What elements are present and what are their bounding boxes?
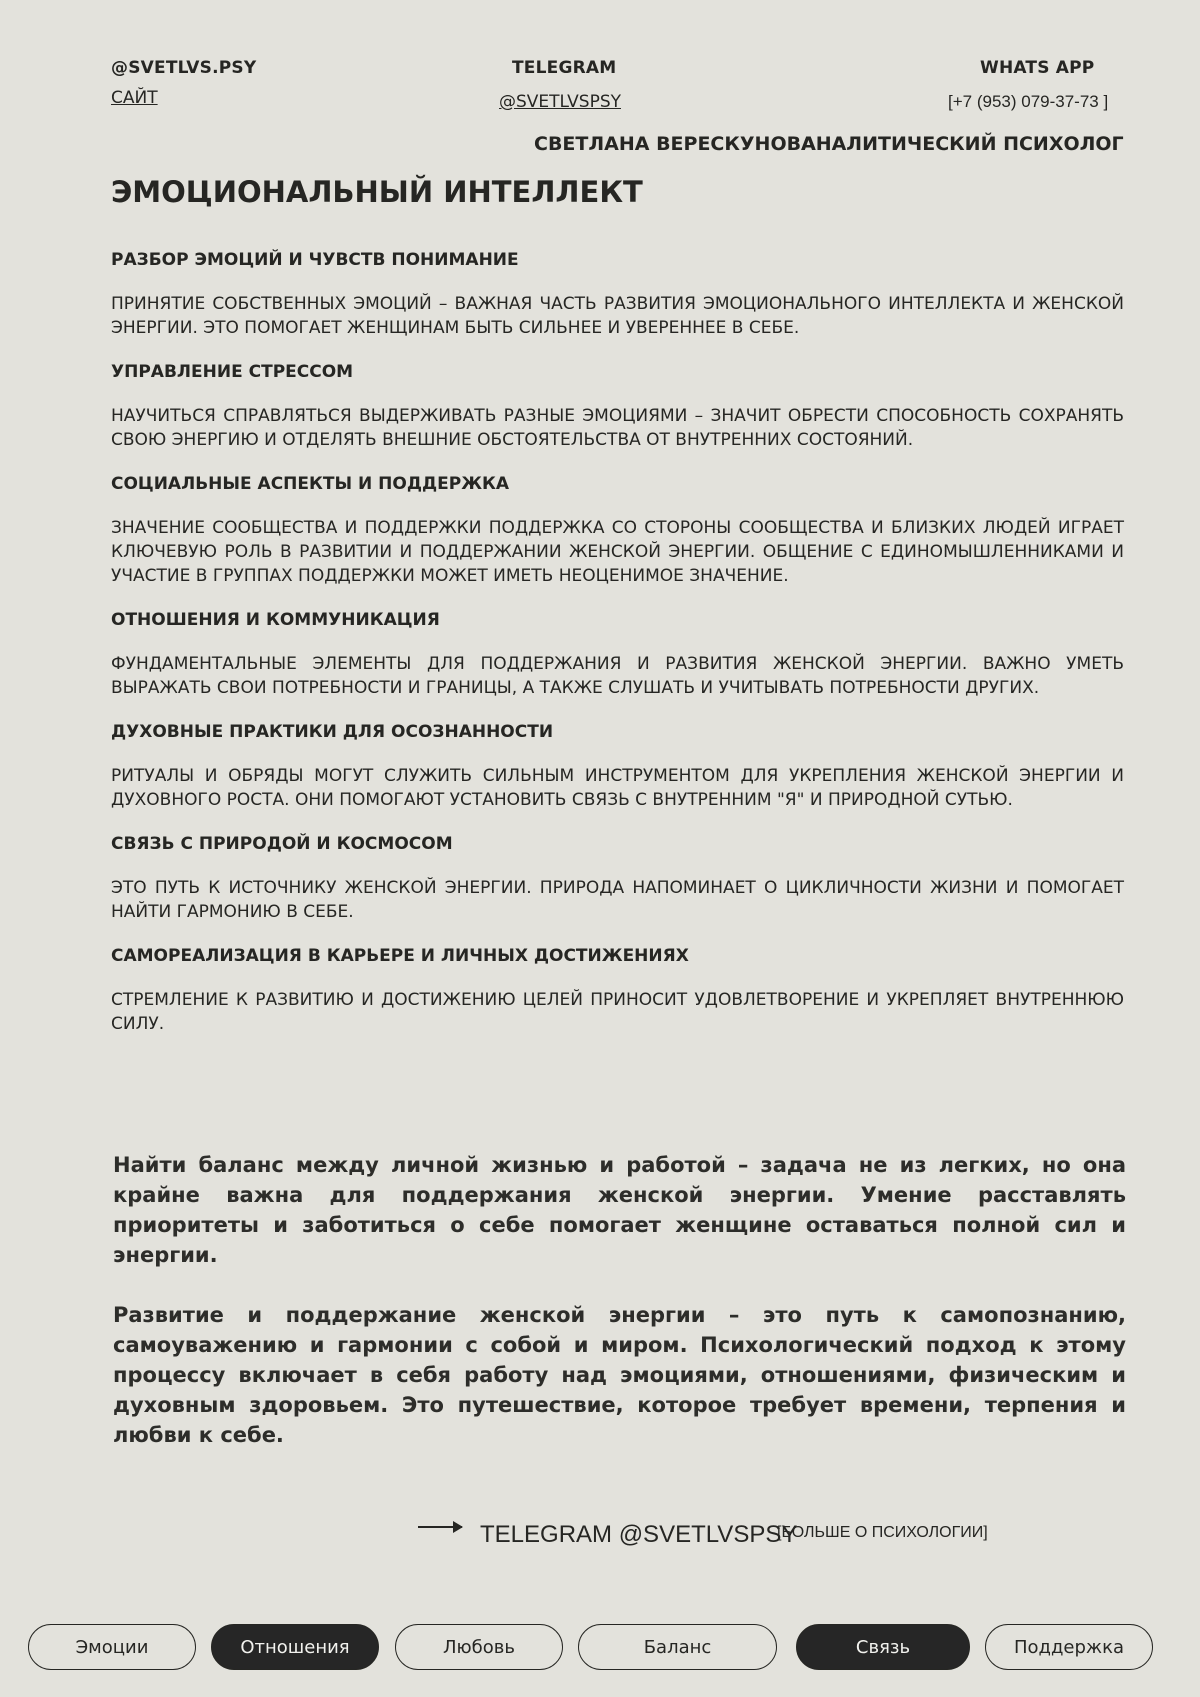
section-heading: ДУХОВНЫЕ ПРАКТИКИ ДЛЯ ОСОЗНАННОСТИ (111, 722, 554, 742)
section-text: ФУНДАМЕНТАЛЬНЫЕ ЭЛЕМЕНТЫ ДЛЯ ПОДДЕРЖАНИЯ И РАЗВИТИЯ ЖЕНСКОЙ ЭНЕРГИИ. ВАЖНО УМЕТЬ ВЫРАЖАТЬ СВОИ ПОТРЕБНОСТИ И ГРАНИЦЫ, А ТАКЖЕ СЛУШАТЬ И УЧИТЫВАТЬ ПОТРЕБНОСТИ ДРУГИХ. (111, 654, 1124, 698)
site-link[interactable]: САЙТ (111, 88, 158, 108)
section-social (111, 474, 1124, 588)
section-career (111, 946, 1124, 1036)
section-text: НАУЧИТЬСЯ СПРАВЛЯТЬСЯ ВЫДЕРЖИВАТЬ РАЗНЫЕ ЭМОЦИЯМИ – ЗНАЧИТ ОБРЕСТИ СПОСОБНОСТЬ СОХРАНЯТЬ СВОЮ ЭНЕРГИЮ И ОТДЕЛЯТЬ ВНЕШНИЕ ОБСТОЯТЕЛЬСТВА ОТ ВНУТРЕННИХ СОСТОЯНИЙ. (111, 406, 1124, 450)
tag-love[interactable]: Любовь (395, 1624, 563, 1670)
page-title: ЭМОЦИОНАЛЬНЫЙ ИНТЕЛЛЕКТ (111, 175, 643, 209)
section-stress (111, 362, 1124, 452)
telegram-label: TELEGRAM (512, 58, 617, 78)
section-nature (111, 834, 1124, 924)
section-heading: СВЯЗЬ С ПРИРОДОЙ И КОСМОСОМ (111, 834, 453, 854)
section-heading: УПРАВЛЕНИЕ СТРЕССОМ (111, 362, 354, 382)
section-emotions (111, 250, 1124, 340)
author-name: СВЕТЛАНА ВЕРЕСКУНОВА (534, 133, 816, 155)
section-heading: СОЦИАЛЬНЫЕ АСПЕКТЫ И ПОДДЕРЖКА (111, 474, 510, 494)
summary-paragraph-balance: Найти баланс между личной жизнью и работой – задача не из легких, но она крайне важна для поддержания женской энергии. Умение расставлять приоритеты и заботиться о себе помогает женщине оставаться полной сил и энергии. (113, 1153, 1126, 1267)
summary-block (113, 1150, 1126, 1480)
section-text: ПРИНЯТИЕ СОБСТВЕННЫХ ЭМОЦИЙ – ВАЖНАЯ ЧАСТЬ РАЗВИТИЯ ЭМОЦИОНАЛЬНОГО ИНТЕЛЛЕКТА И ЖЕНСКОЙ ЭНЕРГИИ. ЭТО ПОМОГАЕТ ЖЕНЩИНАМ БЫТЬ СИЛЬНЕЕ И УВЕРЕННЕЕ В СЕБЕ. (111, 294, 1124, 338)
tag-support[interactable]: Поддержка (985, 1624, 1153, 1670)
section-text: ЗНАЧЕНИЕ СООБЩЕСТВА И ПОДДЕРЖКИ ПОДДЕРЖКА СО СТОРОНЫ СООБЩЕСТВА И БЛИЗКИХ ЛЮДЕЙ ИГРАЕТ КЛЮЧЕВУЮ РОЛЬ В РАЗВИТИИ И ПОДДЕРЖАНИИ ЖЕНСКОЙ ЭНЕРГИИ. ОБЩЕНИЕ С ЕДИНОМЫШЛЕННИКАМИ И УЧАСТИЕ В ГРУППАХ ПОДДЕРЖКИ МОЖЕТ ИМЕТЬ НЕОЦЕНИМОЕ ЗНАЧЕНИЕ. (111, 518, 1124, 586)
tag-emotions[interactable]: Эмоции (28, 1624, 196, 1670)
cta-note: [БОЛЬШЕ О ПСИХОЛОГИИ] (777, 1524, 988, 1541)
section-heading: РАЗБОР ЭМОЦИЙ И ЧУВСТВ ПОНИМАНИЕ (111, 250, 519, 270)
whatsapp-phone[interactable]: [+7 (953) 079-37-73 ] (948, 92, 1109, 111)
section-relations (111, 610, 1124, 700)
section-spiritual (111, 722, 1124, 812)
section-text: ЭТО ПУТЬ К ИСТОЧНИКУ ЖЕНСКОЙ ЭНЕРГИИ. ПРИРОДА НАПОМИНАЕТ О ЦИКЛИЧНОСТИ ЖИЗНИ И ПОМОГАЕТ НАЙТИ ГАРМОНИЮ В СЕБЕ. (111, 878, 1124, 922)
telegram-cta-link[interactable]: TELEGRAM @SVETLVSPSY (480, 1521, 798, 1548)
instagram-handle: @SVETLVS.PSY (111, 58, 257, 78)
telegram-link[interactable]: @SVETLVSPSY (499, 92, 621, 112)
tag-relations[interactable]: Отношения (211, 1624, 379, 1670)
section-text: РИТУАЛЫ И ОБРЯДЫ МОГУТ СЛУЖИТЬ СИЛЬНЫМ ИНСТРУМЕНТОМ ДЛЯ УКРЕПЛЕНИЯ ЖЕНСКОЙ ЭНЕРГИИ И ДУХОВНОГО РОСТА. ОНИ ПОМОГАЮТ УСТАНОВИТЬ СВЯЗЬ С ВНУТРЕННИМ "Я" И ПРИРОДНОЙ СУТЬЮ. (111, 766, 1124, 810)
sections-list (111, 250, 1124, 1058)
whatsapp-label: WHATS APP (980, 58, 1095, 78)
section-text: СТРЕМЛЕНИЕ К РАЗВИТИЮ И ДОСТИЖЕНИЮ ЦЕЛЕЙ ПРИНОСИТ УДОВЛЕТВОРЕНИЕ И УКРЕПЛЯЕТ ВНУТРЕННЮЮ СИЛУ. (111, 990, 1124, 1034)
section-heading: ОТНОШЕНИЯ И КОММУНИКАЦИЯ (111, 610, 440, 630)
arrow-right-icon (418, 1526, 462, 1528)
tag-balance[interactable]: Баланс (578, 1624, 777, 1670)
tag-connection[interactable]: Связь (796, 1624, 970, 1670)
summary-paragraph-development: Развитие и поддержание женской энергии – это путь к самопознанию, самоуважению и гармонии с собой и миром. Психологический подход к этому процессу включает в себя работу над эмоциями, отношениями, физическим и духовным здоровьем. Это путешествие, которое требует времени, терпения и любви к себе. (113, 1303, 1126, 1447)
section-heading: САМОРЕАЛИЗАЦИЯ В КАРЬЕРЕ И ЛИЧНЫХ ДОСТИЖЕНИЯХ (111, 946, 689, 966)
author-role: АНАЛИТИЧЕСКИЙ ПСИХОЛОГ (801, 133, 1124, 155)
